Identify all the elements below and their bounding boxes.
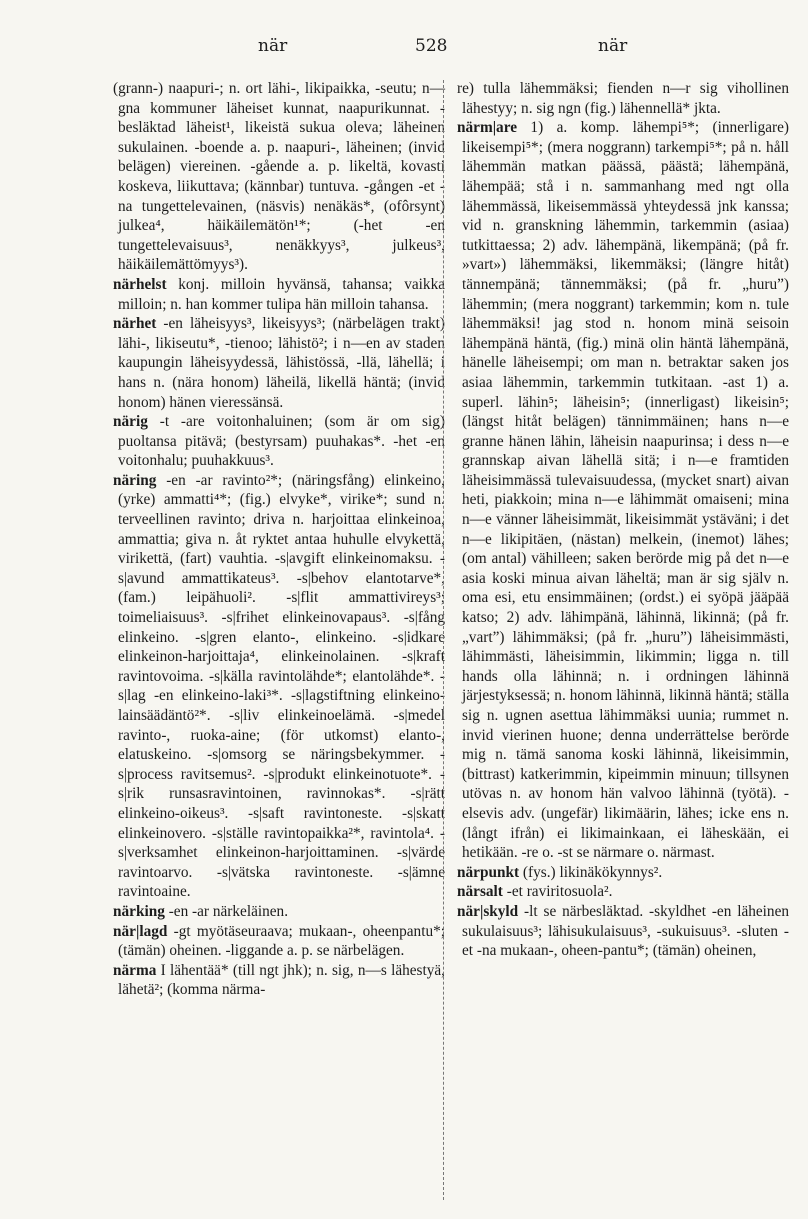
entry-text: -en läheisyys³, likeisyys³; (närbelägen trakt) lähi-, likiseutu*, -tienoo; lähistö²; i n—en av staden kaupungin läheisyydessä, lähistössä, -llä, lähellä; i hans n. (nära honom) läheilä, likellä häntä; (invid honom) hänen vieressänsä.: [118, 315, 445, 411]
entry-text: 1) a. komp. lähempi⁵*; (innerligare) likeisempi⁵*; (mera noggrann) tarkempi⁵*; på n. håll lähemmän matkan päässä, päästä; lähempänä, lähempää; stå i n. sammanhang med ngt olla lähemmässä, likeisemmässä yhteydessä jnk kanssa; vid n. granskning lähemmin, tarkemmin (asiaa) tutkittaessa; 2) adv. lähempänä, likempänä; (på fr. »vart») lähemmäksi, likemmäksi; (längre hitåt) tännempänä; tännemmäksi; (på fr. „huru”) lähemmin; (mera noggrant) tarkemmin; kom n. tule lähemmäksi! jag stod n. honom minä seisoin lähempänä häntä, (fig.) minä olin häntä lähempänä, hänelle läheisempi; om man n. betraktar saken jos asiaa lähemmin, tarkemmin tutkitaan. -ast 1) a. superl. lähin⁵; läheisin⁵; (innerligast) likeisin⁵; (längst hitåt belägen) tännimmäinen; hans n—e granne hänen lähin, läheisin naapurinsa; i dess n—e grannskap aivan lähellä sitä; i n—e framtiden läheisimmässä tulevaisuudessa, (mycket snart) aivan heti, piakkoin; mina n—e lähimmät omaiseni; mina n—e vänner läheisimmät, likeisimmät ystäväni; i det n—e likipitäen, (nästan) melkein, (inemot) lähes; (om antal) vähilleen; saken berörde mig på det n—e asia koski minua aivan läheltä; man är sig själv n. oma esi, etu ensimmäinen; (ordst.) ei syöpä jääpää katso; 2) adv. lähimpänä, lähinnä, likinnä; (på fr. „vart”) lähimmäksi; (på fr. „huru”) läheisimmästi, lähimmästi, läheisimmin, likimmin; ligga n. till hands olla lähinnä; n. i ordningen lähinnä järjestyksessä; n. honom lähinnä, likinnä häntä; ställa sig n. ugnen asettua lähimmäksi uunia; rummet n. invid vierinen huone; denna underrättelse berörde mig n. tämä sanoma koski lähinnä, likeisimmin, (bittrast) katkerimmin, kipeimmin minuun; tillsynen utövas n. av honom hän valvoo lähinnä (työtä). -elsevis adv. (ungefär) likimäärin, lähes; icke ens n. (långt ifrån) ei likimainkaan, ei läheskään, ei hetikään. -re o. -st se närmare o. närmast.: [462, 119, 789, 862]
column-divider: [443, 80, 444, 1200]
dictionary-entry: [113, 922, 445, 961]
headword: när|lagd: [113, 922, 168, 940]
headword: när|skyld: [457, 902, 519, 920]
entry-text: re) tulla lähemmäksi; fienden n—r sig vihollinen lähestyy; n. sig ngn (fig.) lähennellä* jkta.: [457, 80, 789, 117]
entry-text: -t -are voitonhaluinen; (som är om sig) puoltansa pitävä; (bestyrsam) puuhakas*. -het -en voitonhalu; puuhakkuus³.: [118, 413, 446, 470]
headword: närking: [113, 902, 165, 920]
dictionary-entry: [113, 314, 445, 412]
entry-text: I lähentää* (till ngt jhk); n. sig, n—s lähestyä, lähetä²; (komma närma-: [118, 961, 446, 999]
headword: närig: [113, 413, 148, 431]
dictionary-entry: [457, 882, 789, 902]
dictionary-entry: [113, 79, 445, 275]
dictionary-entry: [113, 902, 445, 922]
entry-text: -en -ar närkeläinen.: [168, 902, 289, 920]
headword: näring: [113, 471, 157, 489]
page-header: [0, 36, 808, 60]
dictionary-entry: [113, 961, 445, 1000]
dictionary-entry: [457, 863, 789, 883]
entry-text: -lt se närbesläktad. -skyldhet -en läheinen sukulaisuus³; lähisukulaisuus³, -sukuisuus³. -sluten -et -na mukaan-, oheen-pantu*; (tämän) oheinen,: [462, 902, 790, 960]
dictionary-entry: [457, 79, 789, 118]
dictionary-entry: [113, 471, 445, 902]
right-guide-word: när: [598, 36, 628, 56]
dictionary-entry: [457, 118, 789, 863]
headword: närma: [113, 961, 157, 979]
headword: närsalt: [457, 883, 503, 901]
headword: närhelst: [113, 275, 167, 293]
dictionary-entry: [457, 902, 789, 961]
left-guide-word: när: [258, 36, 288, 56]
dictionary-entry: [113, 412, 445, 471]
headword: närhet: [113, 315, 157, 333]
headword: närpunkt: [457, 863, 520, 881]
headword: närm|are: [457, 119, 518, 137]
dictionary-entry: [113, 275, 445, 314]
entry-text: -et raviritosuola².: [506, 883, 613, 901]
entry-text: konj. milloin hyvänsä, tahansa; vaikka milloin; n. han kommer tulipa hän milloin tahansa.: [118, 275, 446, 313]
entry-text: (grann-) naapuri-; n. ort lähi-, likipaikka, -seutu; n—gna kommuner läheiset kunnat, naapurikunnat. -besläktad läheist¹, likeistä sukua oleva; läheinen sukulainen. -boende a. p. naapuri-, läheinen; (invid belägen) viereinen. -gående a. p. likeltä, kovasti koskeva, liikuttava; (kännbar) tuntuva. -gången -et -na tungettelevainen, (näsvis) nenäkäs*, (ofôrsynt) julkea⁴, häikäilemätön¹*; (-het -en tungettelevaisuus³, nenäkkyys³, julkeus³, häikäilemättömyys³).: [113, 80, 445, 274]
left-column: [113, 79, 445, 1000]
right-column: [457, 79, 789, 961]
entry-text: -gt myötäseuraava; mukaan-, oheenpantu*; (tämän) oheinen. -liggande a. p. se närbelägen.: [118, 922, 446, 960]
entry-text: (fys.) likinäkökynnys².: [522, 863, 663, 881]
entry-text: -en -ar ravinto²*; (näringsfång) elinkeino, (yrke) ammatti⁴*; (fig.) elvyke*, virike*; sund n. terveellinen ravinto; driva n. harjoittaa elinkeinoa, ammattia; giva n. åt ryktet antaa huhulle elvykettä, virikettä, (fart) vauhtia. -s|avgift elinkeinomaksu. -s|avund ammattikateus³. -s|behov elantotarve*, (fam.) leipähuoli². -s|flit ammattivireys³; toimeliaisuus³. -s|frihet elinkeinovapaus³. -s|fång elinkeino. -s|gren elanto-, elinkeino. -s|idkare elinkeinon-harjoittaja⁴, elinkeinolainen. -s|kraft ravintovoima. -s|källa ravintolähde*; elantolähde*. -s|lag -en elinkeino-laki³*. -s|lagstiftning elinkeino-lainsäädäntö²*. -s|liv elinkeinoelämä. -s|medel ravinto-, ruoka-aine; (för utkomst) elanto-, elatuskeino. -s|omsorg se näringsbekymmer. -s|process ravitsemus². -s|produkt elinkeinotuote*. -s|rik runsasravintoinen, ravinnokas*. -s|rätt elinkeino-oikeus³. -s|saft ravintoneste. -s|skatt elinkeinovero. -s|ställe ravintopaikka²*, ravintola⁴. -s|verksamhet elinkeinon-harjoittaminen. -s|värde ravintoarvo. -s|vätska ravintoneste. -s|ämne ravintoaine.: [118, 471, 445, 901]
page-number: 528: [415, 36, 448, 56]
